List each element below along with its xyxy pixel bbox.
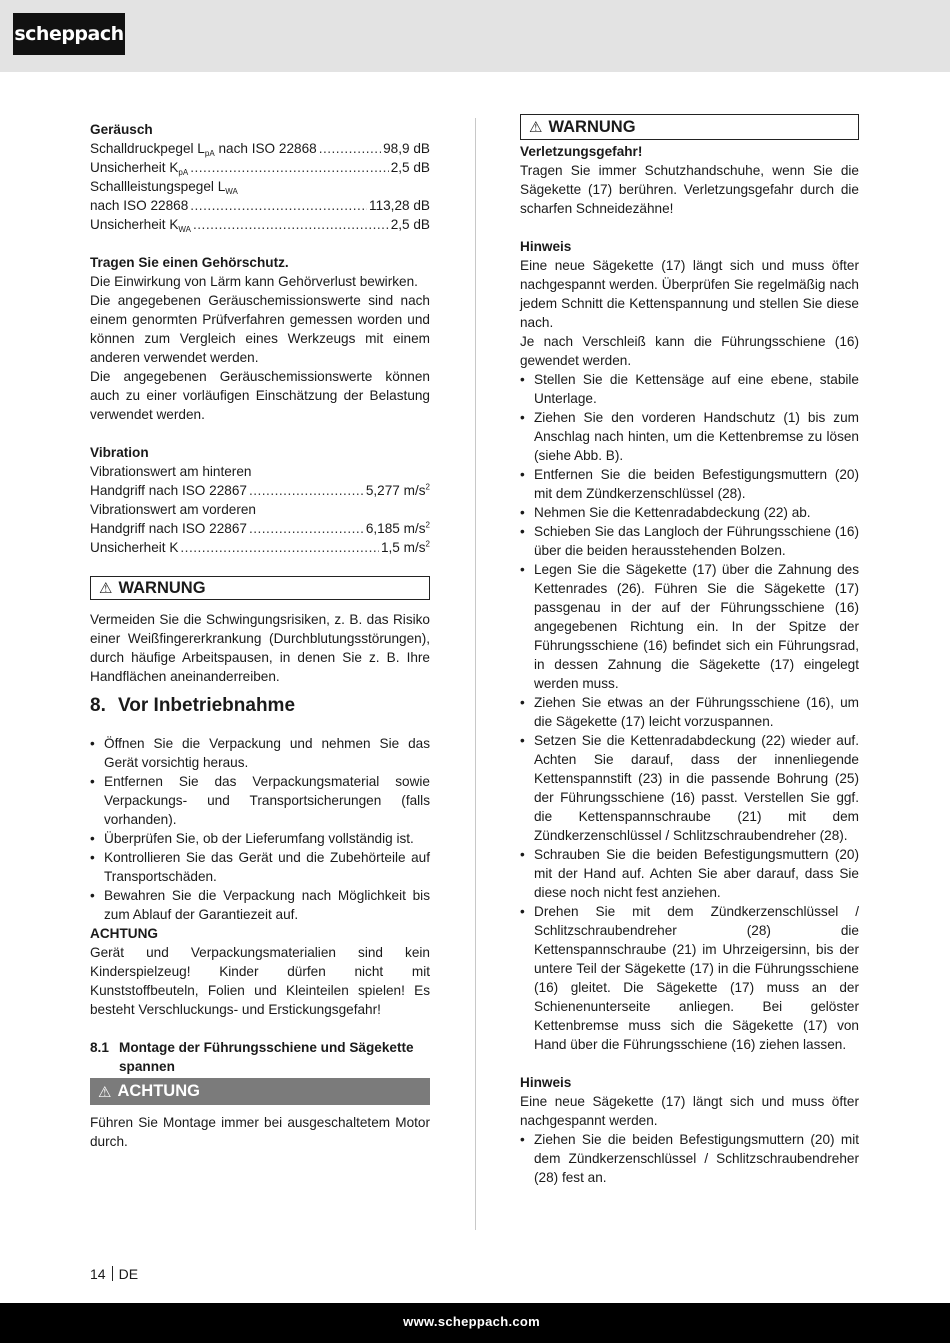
subsection-heading: 8.1 Montage der Führungsschiene und Sägekette spannen bbox=[90, 1040, 414, 1074]
list-item: • Ziehen Sie die beiden Befestigungsmuttern (20) mit dem Zündkerzenschlüssel / Schlitzschraubendreher (28) fest an. bbox=[520, 1130, 859, 1187]
language-code: DE bbox=[118, 1266, 139, 1282]
footer-separator bbox=[112, 1266, 113, 1281]
hint-text: Eine neue Sägekette (17) längt sich und muss öfter nachgespannt werden. bbox=[520, 1094, 859, 1128]
noise-row-uncertainty-pa: Unsicherheit $K_{pA}$ ..... 2,5 dB bbox=[90, 158, 430, 177]
hint-text-1: Eine neue Sägekette (17) längt sich und muss öfter nachgespannt werden. Überprüfen Sie regelmäßig nach jedem Schnitt die Kettenspannung und stellen Sie diese nach. bbox=[520, 258, 859, 330]
header-band bbox=[0, 0, 950, 72]
footer-bar bbox=[0, 1303, 950, 1343]
list-item: • Kontrollieren Sie das Gerät und die Zubehörteile auf Transportschäden. bbox=[90, 848, 430, 886]
injury-heading: Verletzungsgefahr! bbox=[520, 144, 643, 159]
list-item: • Bewahren Sie die Verpackung nach Möglichkeit bis zum Ablauf der Garantiezeit auf. bbox=[90, 886, 430, 924]
injury-text: Tragen Sie immer Schutzhandschuhe, wenn Sie die Sägekette (17) berühren. Verletzungsgefahr durch die scharfen Schneidezähne! bbox=[520, 163, 859, 216]
achtung-box-label: ACHTUNG bbox=[117, 1082, 200, 1100]
warning-label: WARNUNG bbox=[548, 117, 636, 136]
list-item: • Entfernen Sie die beiden Befestigungsmuttern (20) mit dem Zündkerzenschlüssel (28). bbox=[520, 465, 859, 503]
achtung-text: Gerät und Verpackungsmaterialien sind kein Kinderspielzeug! Kinder dürfen nicht mit Kunststoffbeuteln, Folien und Kleinteilen spielen! Es besteht Verschluckungs- und Erstickungsgefahr! bbox=[90, 945, 430, 1017]
page-footer bbox=[90, 1265, 138, 1283]
achtung-heading: ACHTUNG bbox=[90, 926, 158, 941]
warning-label: WARNUNG bbox=[118, 578, 206, 597]
section-heading: 8. Vor Inbetriebnahme bbox=[90, 695, 296, 716]
vibration-front-row: Handgriff nach ISO 22867 ..... 6,185 $m/s^2$ bbox=[90, 519, 430, 538]
warning-triangle-icon: ⚠ bbox=[99, 580, 113, 597]
left-column bbox=[90, 120, 430, 1151]
list-item: • Legen Sie die Sägekette (17) über die Zahnung des Kettenrades (26). Führen Sie die Sägekette (17) passgenau in der auf der Führungsschiene (16) angegebenen Richtung ein. In der Spitze der Führungsschiene (16) befindet sich ein Führungsrad, in dessen Zahnung die Sägekette (17) eingelegt werden muss. bbox=[520, 560, 859, 693]
noise-heading: Geräusch bbox=[90, 122, 153, 137]
vibration-heading: Vibration bbox=[90, 445, 149, 460]
warning-triangle-icon: ⚠ bbox=[529, 119, 543, 136]
list-item: • Setzen Sie die Kettenradabdeckung (22) wieder auf. Achten Sie darauf, dass der innenliegende Kettenspannstift (23) in die passende Bohrung (25) der Führungsschiene (16) passt. Verstellen Sie ggf. die Kettenspannschraube (21) mit dem Zündkerzenschlüssel / Schlitzschraubendreher (28). bbox=[520, 731, 859, 845]
list-item: • Stellen Sie die Kettensäge auf eine ebene, stabile Unterlage. bbox=[520, 370, 859, 408]
vibration-rear-row: Handgriff nach ISO 22867 ..... 5,277 $m/s^2$ bbox=[90, 481, 430, 500]
warning-box-vibration bbox=[90, 576, 430, 600]
list-item: • Schrauben Sie die beiden Befestigungsmuttern (20) mit der Hand auf. Achten Sie aber darauf, dass Sie diese noch nicht fest anziehen. bbox=[520, 845, 859, 902]
list-item: • Entfernen Sie das Verpackungsmaterial sowie Verpackungs- und Transportsicherungen (falls vorhanden). bbox=[90, 772, 430, 829]
hearing-text-3: Die angegebenen Geräuschemissionswerte können auch zu einer vorläufigen Einschätzung der Belastung verwendet werden. bbox=[90, 369, 430, 422]
vibration-uncertainty-row: Unsicherheit K ..... 1,5 $m/s^2$ bbox=[90, 538, 430, 557]
page-number: 14 bbox=[90, 1266, 106, 1282]
list-item: • Drehen Sie mit dem Zündkerzenschlüssel / Schlitzschraubendreher (28) die Kettenspannschraube (21) im Uhrzeigersinn, bis der untere Teil der Sägekette (17) in die Führungsschiene (16) gleitet. Die Sägekette (17) muss an der Schienenunterseite anliegen. Bei gelöster Kettenbremse muss sich die Sägekette (17) von Hand über die Führungsschiene (16) ziehen lassen. bbox=[520, 902, 859, 1054]
noise-row-power-label: Schallleistungspegel $L_{WA}$ bbox=[90, 179, 238, 196]
list-item: • Öffnen Sie die Verpackung und nehmen Sie das Gerät vorsichtig heraus. bbox=[90, 734, 430, 772]
website-url: www.scheppach.com bbox=[403, 1314, 540, 1329]
list-item: • Ziehen Sie den vorderen Handschutz (1) bis zum Anschlag nach hinten, um die Kettenbremse zu lösen (siehe Abb. B). bbox=[520, 408, 859, 465]
noise-row-power: nach ISO 22868 ..... 113,28 dB bbox=[90, 196, 430, 215]
vibration-front-label: Vibrationswert am vorderen bbox=[90, 502, 256, 517]
hint-heading: Hinweis bbox=[520, 239, 572, 254]
scheppach-logo: scheppach bbox=[13, 13, 125, 55]
warning-triangle-icon: ⚠ bbox=[98, 1083, 112, 1101]
hint-text-2: Je nach Verschleiß kann die Führungsschiene (16) gewendet werden. bbox=[520, 334, 859, 368]
list-item: • Schieben Sie das Langloch der Führungsschiene (16) über die beiden herausstehenden Bolzen. bbox=[520, 522, 859, 560]
final-steps bbox=[520, 1130, 859, 1187]
hearing-text-1: Die Einwirkung von Lärm kann Gehörverlust bewirken. bbox=[90, 274, 418, 289]
list-item: • Ziehen Sie etwas an der Führungsschiene (16), um die Sägekette (17) leicht vorzuspannen. bbox=[520, 693, 859, 731]
list-item: • Nehmen Sie die Kettenradabdeckung (22) ab. bbox=[520, 503, 859, 522]
hearing-text-2: Die angegebenen Geräuschemissionswerte sind nach einem genormten Prüfverfahren gemessen worden und können zum Vergleich eines Werkzeugs mit einem anderen verwendet werden. bbox=[90, 293, 430, 365]
vibration-rear-label: Vibrationswert am hinteren bbox=[90, 464, 252, 479]
hint-heading: Hinweis bbox=[520, 1075, 572, 1090]
list-item: • Überprüfen Sie, ob der Lieferumfang vollständig ist. bbox=[90, 829, 430, 848]
hearing-heading: Tragen Sie einen Gehörschutz. bbox=[90, 255, 289, 270]
noise-row-uncertainty-wa: Unsicherheit $K_{WA}$ ..... 2,5 dB bbox=[90, 215, 430, 234]
achtung-box bbox=[90, 1078, 430, 1105]
column-divider bbox=[475, 118, 476, 1230]
warning-box-injury bbox=[520, 114, 859, 140]
unpacking-list bbox=[90, 734, 430, 924]
vibration-warning-text: Vermeiden Sie die Schwingungsrisiken, z. B. das Risiko einer Weißfingererkrankung (Durchblutungsstörungen), durch häufige Arbeitspausen, in denen Sie z. B. Ihre Handflächen aneinanderreiben. bbox=[90, 612, 430, 684]
noise-row-pressure: Schalldruckpegel $L_{pA}$ nach ISO 22868 ..... 98,9 dB bbox=[90, 139, 430, 158]
assembly-steps bbox=[520, 370, 859, 1054]
right-column bbox=[520, 112, 859, 1187]
mount-text: Führen Sie Montage immer bei ausgeschaltetem Motor durch. bbox=[90, 1115, 430, 1149]
